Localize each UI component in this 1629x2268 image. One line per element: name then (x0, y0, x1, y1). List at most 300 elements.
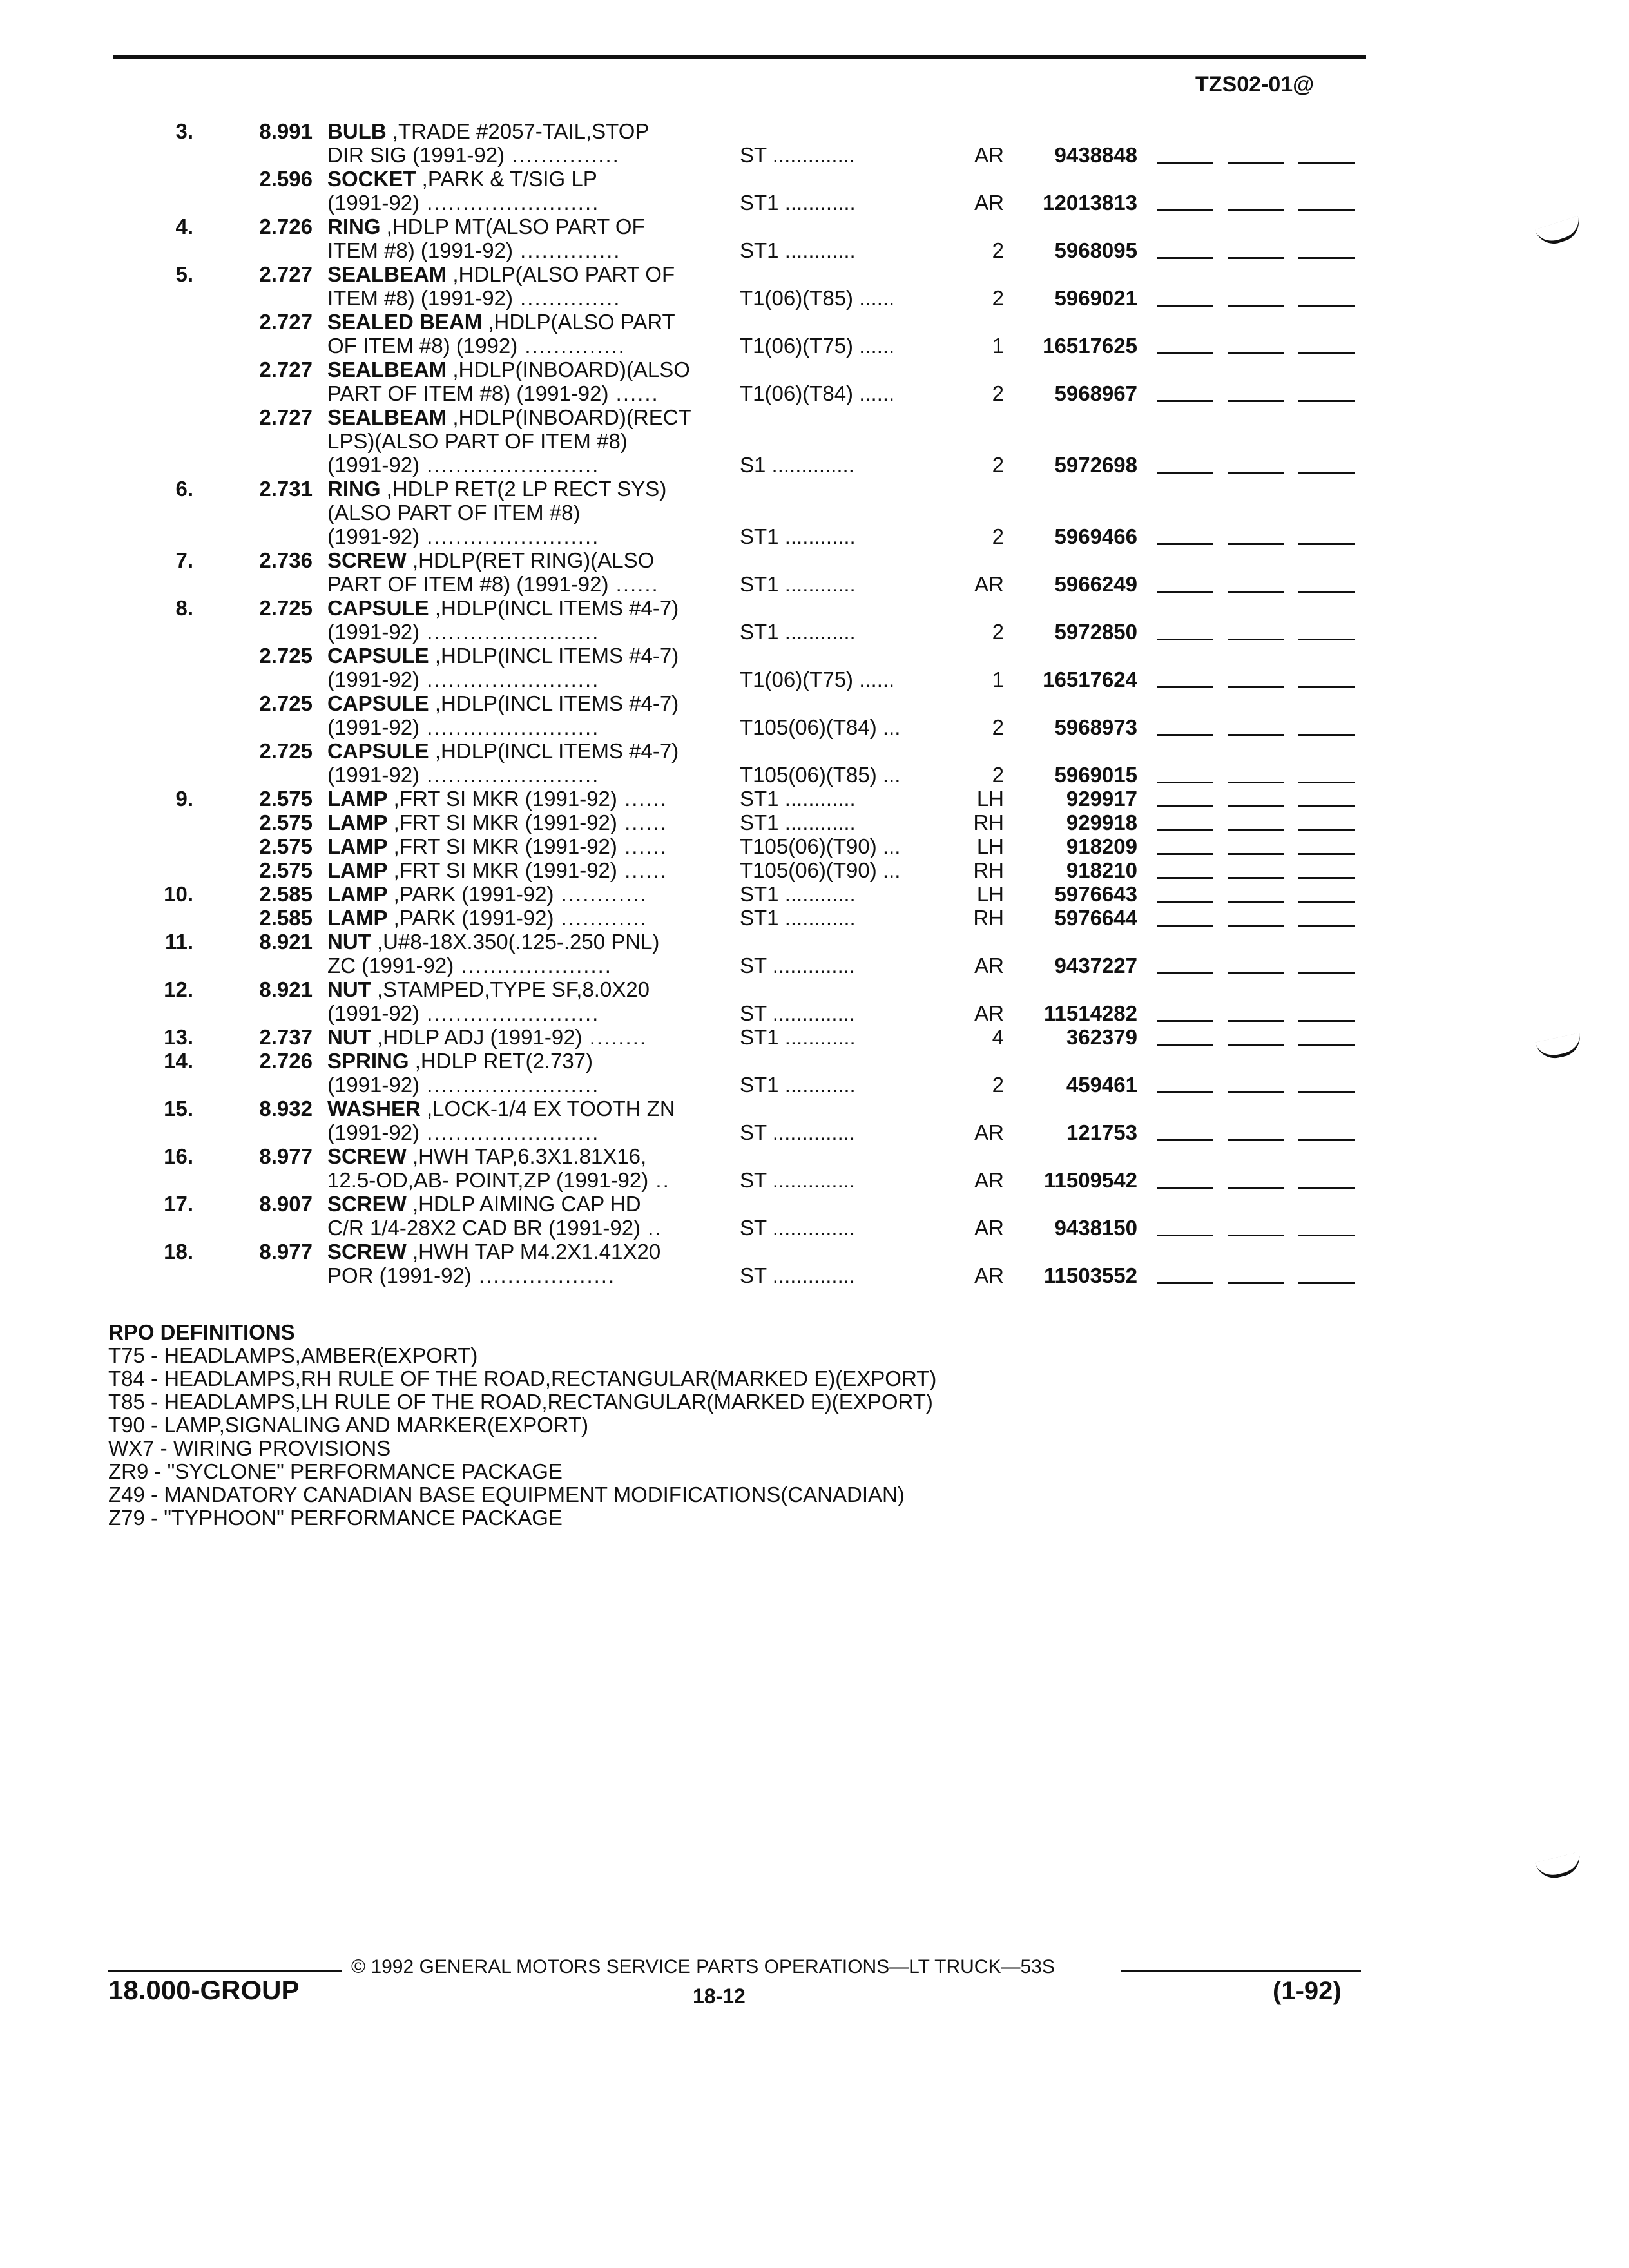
footer-page-number: 18-12 (693, 1984, 746, 2008)
part-detail: ,HWH TAP M4.2X1.41X20 (406, 1240, 661, 1264)
part-name: SEALBEAM (327, 262, 447, 286)
blank-entry-line (1298, 472, 1355, 474)
part-name: SEALBEAM (327, 358, 447, 381)
part-name: SCREW (327, 1144, 407, 1168)
blank-entry-line (1157, 591, 1213, 593)
part-name: BULB (327, 119, 387, 143)
parts-row (0, 310, 1629, 334)
part-number: 459461 (1066, 1073, 1137, 1097)
blank-entry-line (1298, 877, 1355, 879)
part-detail: ,HDLP RET(2 LP RECT SYS) (380, 477, 667, 501)
parts-row (0, 262, 1629, 286)
part-number: 929917 (1066, 787, 1137, 811)
blank-entry-line (1298, 352, 1355, 354)
part-detail: ITEM #8) (1991-92) (327, 238, 513, 262)
quantity: 2 (992, 620, 1004, 644)
rpo-code: ST1 ............ (740, 524, 856, 548)
quantity: 2 (992, 763, 1004, 787)
blank-entry-line (1228, 853, 1284, 855)
blank-entry-line (1157, 1044, 1213, 1046)
parts-row (0, 167, 1629, 191)
part-name: CAPSULE (327, 691, 429, 715)
quantity: AR (974, 1216, 1004, 1240)
dot-leader: ........................ (419, 763, 600, 787)
part-number: 5968973 (1054, 715, 1137, 739)
rpo-code: ST1 ............ (740, 572, 856, 596)
part-description (327, 238, 717, 262)
rpo-code: ST .............. (740, 1264, 856, 1287)
rpo-code: T105(06)(T90) ... (740, 858, 901, 882)
dot-leader: ................... (471, 1264, 616, 1287)
quantity: 2 (992, 524, 1004, 548)
part-number: 5966249 (1054, 572, 1137, 596)
blank-entry-line (1157, 734, 1213, 736)
parts-row (0, 715, 1629, 739)
group-number: 8.977 (259, 1240, 313, 1264)
part-name: WASHER (327, 1097, 421, 1120)
part-description (327, 906, 717, 930)
blank-entry-line (1228, 972, 1284, 974)
rpo-code: ST1 ............ (740, 620, 856, 644)
blank-entry-line (1228, 639, 1284, 640)
rpo-code: S1 .............. (740, 453, 854, 477)
part-name: NUT (327, 1025, 371, 1049)
top-rule (113, 55, 1366, 59)
blank-entry-line (1157, 829, 1213, 831)
group-number: 8.921 (259, 977, 313, 1001)
blank-entry-line (1228, 1139, 1284, 1141)
part-detail: ,HDLP(ALSO PART OF (447, 262, 675, 286)
blank-entry-line (1228, 472, 1284, 474)
parts-row (0, 238, 1629, 262)
dot-leader: ........................ (419, 715, 600, 739)
group-number: 8.977 (259, 1144, 313, 1168)
quantity: AR (974, 1001, 1004, 1025)
part-description (327, 668, 717, 691)
part-description (327, 620, 717, 644)
part-description (327, 1216, 717, 1240)
part-detail: LPS)(ALSO PART OF ITEM #8) (327, 429, 628, 453)
rpo-definition: T85 - HEADLAMPS,LH RULE OF THE ROAD,RECTANGULAR(MARKED E)(EXPORT) (108, 1390, 933, 1414)
quantity: 4 (992, 1025, 1004, 1049)
rpo-code: ST1 ............ (740, 787, 856, 811)
blank-entry-line (1157, 209, 1213, 211)
blank-entry-line (1228, 782, 1284, 783)
part-number: 918209 (1066, 834, 1137, 858)
blank-entry-line (1228, 1020, 1284, 1022)
rpo-definitions (108, 1321, 936, 1530)
parts-row (0, 1240, 1629, 1264)
part-detail: (1991-92) (327, 524, 420, 548)
part-detail: ,FRT SI MKR (1991-92) (387, 811, 617, 834)
parts-row (0, 1168, 1629, 1192)
part-detail: ,HDLP(ALSO PART (482, 310, 675, 334)
part-description (327, 1240, 717, 1264)
part-description (327, 358, 717, 381)
quantity: AR (974, 954, 1004, 977)
part-detail: (1991-92) (327, 763, 420, 787)
parts-row (0, 381, 1629, 405)
blank-entry-line (1228, 829, 1284, 831)
part-description (327, 1073, 717, 1097)
part-name: CAPSULE (327, 739, 429, 763)
quantity: 2 (992, 715, 1004, 739)
rpo-code: ST1 ............ (740, 882, 856, 906)
part-detail: ,HWH TAP,6.3X1.81X16, (406, 1144, 647, 1168)
blank-entry-line (1228, 1091, 1284, 1093)
part-description (327, 143, 717, 167)
blank-entry-line (1298, 1044, 1355, 1046)
part-description (327, 1120, 717, 1144)
parts-row (0, 548, 1629, 572)
part-description (327, 1001, 717, 1025)
quantity: AR (974, 143, 1004, 167)
part-description (327, 453, 717, 477)
blank-entry-line (1157, 472, 1213, 474)
part-description (327, 763, 717, 787)
quantity: LH (976, 834, 1004, 858)
part-description (327, 1049, 717, 1073)
item-number: 5. (175, 262, 193, 286)
blank-entry-line (1298, 1139, 1355, 1141)
part-number: 5976643 (1054, 882, 1137, 906)
rpo-code: T1(06)(T85) ...... (740, 286, 895, 310)
part-name: SCREW (327, 548, 407, 572)
part-detail: ,HDLP(INBOARD)(RECT (447, 405, 691, 429)
part-number: 9438150 (1054, 1216, 1137, 1240)
blank-entry-line (1157, 1187, 1213, 1189)
part-description (327, 739, 717, 763)
parts-row (0, 1073, 1629, 1097)
part-detail: ZC (1991-92) (327, 954, 454, 977)
rpo-code: ST .............. (740, 954, 856, 977)
group-number: 2.727 (259, 262, 313, 286)
rpo-code: ST1 ............ (740, 1073, 856, 1097)
parts-row (0, 954, 1629, 977)
part-detail: 12.5-OD,AB- POINT,ZP (1991-92) (327, 1168, 649, 1192)
part-detail: C/R 1/4-28X2 CAD BR (1991-92) (327, 1216, 641, 1240)
part-description (327, 1144, 717, 1168)
blank-entry-line (1298, 1282, 1355, 1284)
parts-row (0, 143, 1629, 167)
parts-list (0, 119, 1629, 1287)
dot-leader: ..................... (454, 954, 612, 977)
rpo-definition: ZR9 - "SYCLONE" PERFORMANCE PACKAGE (108, 1459, 563, 1483)
part-number: 5968095 (1054, 238, 1137, 262)
rpo-code: T1(06)(T75) ...... (740, 334, 895, 358)
blank-entry-line (1157, 877, 1213, 879)
blank-entry-line (1228, 734, 1284, 736)
quantity: 2 (992, 453, 1004, 477)
rpo-code: ST .............. (740, 1120, 856, 1144)
part-description (327, 1025, 717, 1049)
blank-entry-line (1298, 925, 1355, 927)
blank-entry-line (1157, 1235, 1213, 1236)
part-description (327, 715, 717, 739)
part-description (327, 882, 717, 906)
rpo-code: T105(06)(T85) ... (740, 763, 901, 787)
blank-entry-line (1298, 686, 1355, 688)
part-number: 5976644 (1054, 906, 1137, 930)
blank-entry-line (1228, 1282, 1284, 1284)
part-detail: (1991-92) (327, 715, 420, 739)
part-description (327, 167, 717, 191)
part-description (327, 477, 717, 501)
margin-check-mark (1535, 1852, 1583, 1882)
blank-entry-line (1228, 1044, 1284, 1046)
blank-entry-line (1157, 901, 1213, 903)
part-number: 5969015 (1054, 763, 1137, 787)
part-number: 5969021 (1054, 286, 1137, 310)
part-description (327, 930, 717, 954)
blank-entry-line (1298, 305, 1355, 307)
part-description (327, 501, 717, 524)
dot-leader: ............ (554, 882, 648, 906)
part-number: 362379 (1066, 1025, 1137, 1049)
part-detail: (1991-92) (327, 1001, 420, 1025)
rpo-code: ST .............. (740, 1001, 856, 1025)
part-name: SCREW (327, 1240, 407, 1264)
quantity: AR (974, 1264, 1004, 1287)
dot-leader: ...... (617, 787, 668, 811)
part-description (327, 215, 717, 238)
item-number: 10. (164, 882, 193, 906)
part-description (327, 977, 717, 1001)
part-description (327, 334, 717, 358)
parts-row (0, 501, 1629, 524)
part-number: 9437227 (1054, 954, 1137, 977)
parts-row (0, 453, 1629, 477)
part-detail: ,FRT SI MKR (1991-92) (387, 787, 617, 811)
blank-entry-line (1228, 877, 1284, 879)
group-number: 2.727 (259, 358, 313, 381)
parts-row (0, 930, 1629, 954)
page-code: TZS02-01@ (1195, 72, 1315, 97)
part-number: 11514282 (1043, 1001, 1137, 1025)
blank-entry-line (1157, 305, 1213, 307)
item-number: 17. (164, 1192, 193, 1216)
item-number: 12. (164, 977, 193, 1001)
item-number: 4. (175, 215, 193, 238)
item-number: 3. (175, 119, 193, 143)
quantity: LH (976, 787, 1004, 811)
group-number: 2.596 (259, 167, 313, 191)
part-name: SCREW (327, 1192, 407, 1216)
part-description (327, 1192, 717, 1216)
rpo-code: T1(06)(T84) ...... (740, 381, 895, 405)
part-detail: ITEM #8) (1991-92) (327, 286, 513, 310)
blank-entry-line (1157, 972, 1213, 974)
group-number: 2.725 (259, 644, 313, 668)
group-number: 2.725 (259, 596, 313, 620)
dot-leader: ...... (608, 572, 659, 596)
part-detail: ,HDLP MT(ALSO PART OF (380, 215, 645, 238)
part-number: 121753 (1066, 1120, 1137, 1144)
group-number: 8.932 (259, 1097, 313, 1120)
part-description (327, 119, 717, 143)
rpo-code: ST1 ............ (740, 191, 856, 215)
parts-row (0, 334, 1629, 358)
parts-row (0, 358, 1629, 381)
group-number: 2.575 (259, 858, 313, 882)
part-detail: ,LOCK-1/4 EX TOOTH ZN (420, 1097, 675, 1120)
blank-entry-line (1228, 162, 1284, 164)
part-name: LAMP (327, 882, 388, 906)
part-description (327, 429, 717, 453)
part-number: 5968967 (1054, 381, 1137, 405)
blank-entry-line (1298, 901, 1355, 903)
footer-group: 18.000-GROUP (108, 1975, 300, 2005)
parts-row (0, 906, 1629, 930)
blank-entry-line (1157, 257, 1213, 259)
parts-row (0, 1097, 1629, 1120)
parts-row (0, 429, 1629, 453)
part-detail: (1991-92) (327, 1120, 420, 1144)
blank-entry-line (1298, 543, 1355, 545)
quantity: 2 (992, 286, 1004, 310)
part-name: NUT (327, 930, 371, 954)
part-detail: ,FRT SI MKR (1991-92) (387, 858, 617, 882)
footer-rule (1121, 1970, 1361, 1972)
item-number: 8. (175, 596, 193, 620)
parts-row (0, 1025, 1629, 1049)
blank-entry-line (1157, 162, 1213, 164)
part-detail: (ALSO PART OF ITEM #8) (327, 501, 581, 524)
quantity: 1 (992, 334, 1004, 358)
part-description (327, 644, 717, 668)
quantity: AR (974, 572, 1004, 596)
blank-entry-line (1298, 639, 1355, 640)
quantity: AR (974, 191, 1004, 215)
parts-row (0, 1144, 1629, 1168)
part-name: RING (327, 477, 381, 501)
group-number: 8.991 (259, 119, 313, 143)
blank-entry-line (1298, 829, 1355, 831)
part-name: LAMP (327, 834, 388, 858)
part-description (327, 262, 717, 286)
dot-leader: ...... (617, 811, 668, 834)
blank-entry-line (1298, 162, 1355, 164)
part-name: SEALBEAM (327, 405, 447, 429)
rpo-code: ST1 ............ (740, 906, 856, 930)
item-number: 14. (164, 1049, 193, 1073)
parts-row (0, 477, 1629, 501)
parts-row (0, 405, 1629, 429)
parts-row (0, 811, 1629, 834)
parts-row (0, 763, 1629, 787)
blank-entry-line (1157, 782, 1213, 783)
part-detail: (1991-92) (327, 620, 420, 644)
part-detail: (1991-92) (327, 191, 420, 215)
group-number: 2.737 (259, 1025, 313, 1049)
blank-entry-line (1228, 901, 1284, 903)
part-description (327, 1264, 717, 1287)
rpo-definition: T75 - HEADLAMPS,AMBER(EXPORT) (108, 1343, 478, 1367)
group-number: 2.727 (259, 310, 313, 334)
part-detail: ,FRT SI MKR (1991-92) (387, 834, 617, 858)
part-number: 16517625 (1043, 334, 1137, 358)
part-detail: (1991-92) (327, 453, 420, 477)
part-number: 9438848 (1054, 143, 1137, 167)
group-number: 2.575 (259, 787, 313, 811)
part-description (327, 858, 717, 882)
item-number: 11. (164, 930, 193, 954)
dot-leader: ........................ (419, 620, 600, 644)
blank-entry-line (1157, 1020, 1213, 1022)
group-number: 2.726 (259, 215, 313, 238)
blank-entry-line (1298, 400, 1355, 402)
quantity: LH (976, 882, 1004, 906)
item-number: 15. (164, 1097, 193, 1120)
rpo-code: ST .............. (740, 1216, 856, 1240)
part-detail: PART OF ITEM #8) (1991-92) (327, 572, 609, 596)
quantity: 2 (992, 1073, 1004, 1097)
group-number: 8.907 (259, 1192, 313, 1216)
parts-row (0, 524, 1629, 548)
rpo-code: ST .............. (740, 143, 856, 167)
parts-row (0, 691, 1629, 715)
rpo-code: ST1 ............ (740, 238, 856, 262)
dot-leader: .............. (512, 238, 621, 262)
group-number: 2.585 (259, 906, 313, 930)
parts-row (0, 644, 1629, 668)
part-description (327, 811, 717, 834)
group-number: 2.575 (259, 834, 313, 858)
item-number: 18. (164, 1240, 193, 1264)
rpo-definition: Z79 - "TYPHOON" PERFORMANCE PACKAGE (108, 1506, 563, 1530)
group-number: 2.725 (259, 739, 313, 763)
parts-row (0, 882, 1629, 906)
part-description (327, 1168, 717, 1192)
quantity: RH (973, 906, 1004, 930)
part-detail: DIR SIG (1991-92) (327, 143, 505, 167)
part-number: 918210 (1066, 858, 1137, 882)
rpo-code: ST1 ............ (740, 811, 856, 834)
blank-entry-line (1228, 925, 1284, 927)
group-number: 2.575 (259, 811, 313, 834)
rpo-definitions-title: RPO DEFINITIONS (108, 1320, 295, 1344)
blank-entry-line (1298, 972, 1355, 974)
part-description (327, 572, 717, 596)
blank-entry-line (1157, 1282, 1213, 1284)
part-description (327, 286, 717, 310)
parts-row (0, 1001, 1629, 1025)
part-name: NUT (327, 977, 371, 1001)
part-detail: ,HDLP(INBOARD)(ALSO (447, 358, 690, 381)
blank-entry-line (1298, 782, 1355, 783)
part-name: LAMP (327, 906, 388, 930)
part-name: SPRING (327, 1049, 409, 1073)
quantity: RH (973, 858, 1004, 882)
dot-leader: ........................ (419, 1073, 600, 1097)
part-description (327, 787, 717, 811)
item-number: 6. (175, 477, 193, 501)
part-detail: ,STAMPED,TYPE SF,8.0X20 (371, 977, 650, 1001)
blank-entry-line (1157, 925, 1213, 927)
quantity: 1 (992, 668, 1004, 691)
part-description (327, 596, 717, 620)
footer-date: (1-92) (1273, 1977, 1342, 2005)
blank-entry-line (1298, 1091, 1355, 1093)
part-name: SEALED BEAM (327, 310, 483, 334)
dot-leader: ........................ (419, 453, 600, 477)
blank-entry-line (1157, 1139, 1213, 1141)
blank-entry-line (1298, 1235, 1355, 1236)
dot-leader: ............ (554, 906, 648, 930)
part-detail: ,HDLP AIMING CAP HD (406, 1192, 641, 1216)
part-detail: (1991-92) (327, 1073, 420, 1097)
blank-entry-line (1157, 805, 1213, 807)
